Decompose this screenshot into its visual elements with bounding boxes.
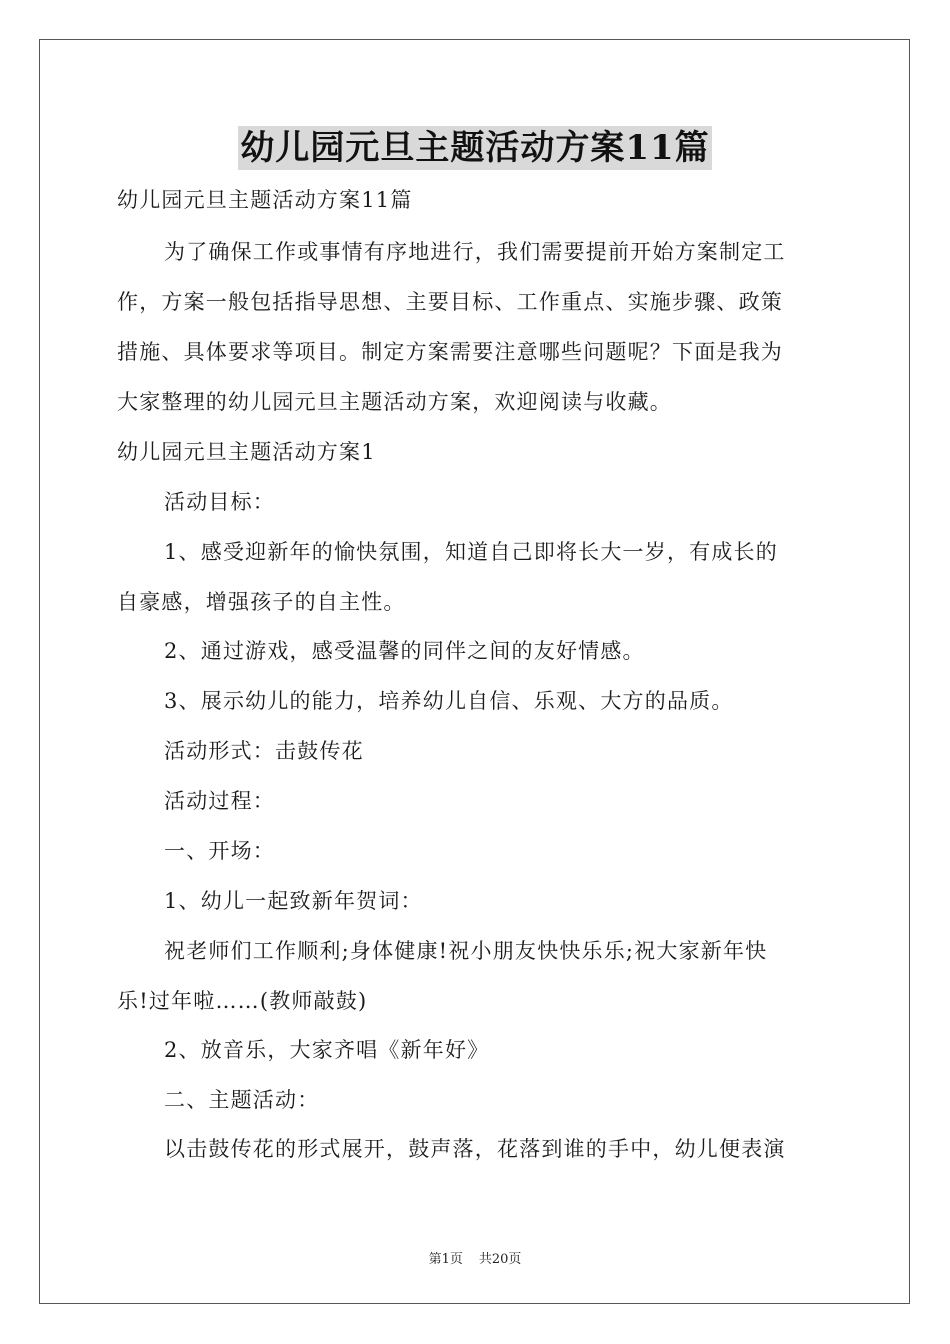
title-block	[0, 126, 950, 170]
page-footer	[0, 1248, 950, 1267]
document-subtitle: 幼儿园元旦主题活动方案11篇	[117, 188, 413, 212]
paragraph-line: 措施、具体要求等项目。制定方案需要注意哪些问题呢？下面是我为	[117, 340, 783, 364]
paragraph-line: 一、开场：	[164, 839, 275, 863]
paragraph-line: 自豪感，增强孩子的自主性。	[117, 590, 406, 614]
paragraph-line: 2、放音乐，大家齐唱《新年好》	[164, 1038, 490, 1062]
paragraph-line: 以击鼓传花的形式展开，鼓声落，花落到谁的手中，幼儿便表演	[164, 1137, 786, 1161]
paragraph-line: 1、感受迎新年的愉快氛围，知道自己即将长大一岁，有成长的	[164, 540, 778, 564]
paragraph-line: 3、展示幼儿的能力，培养幼儿自信、乐观、大方的品质。	[164, 689, 734, 713]
paragraph-line: 作，方案一般包括指导思想、主要目标、工作重点、实施步骤、政策	[117, 290, 783, 314]
paragraph-line: 为了确保工作或事情有序地进行，我们需要提前开始方案制定工	[164, 240, 786, 264]
paragraph-line: 1、幼儿一起致新年贺词：	[164, 889, 423, 913]
paragraph-line: 活动形式：击鼓传花	[164, 739, 364, 763]
page-number: 第1页	[428, 1252, 463, 1267]
paragraph-line: 乐!过年啦……(教师敲鼓)	[117, 989, 368, 1013]
paragraph-line: 活动过程：	[164, 789, 275, 813]
document-title: 幼儿园元旦主题活动方案11篇	[240, 128, 710, 168]
paragraph-line: 二、主题活动：	[164, 1088, 320, 1112]
page-total: 共20页	[478, 1252, 522, 1267]
paragraph-line: 活动目标：	[164, 490, 275, 514]
paragraph-line: 2、通过游戏，感受温馨的同伴之间的友好情感。	[164, 639, 645, 663]
section-heading: 幼儿园元旦主题活动方案1	[117, 440, 376, 464]
page-border	[39, 39, 910, 1304]
paragraph-line: 祝老师们工作顺利;身体健康!祝小朋友快快乐乐;祝大家新年快	[164, 939, 768, 963]
paragraph-line: 大家整理的幼儿园元旦主题活动方案，欢迎阅读与收藏。	[117, 390, 672, 414]
